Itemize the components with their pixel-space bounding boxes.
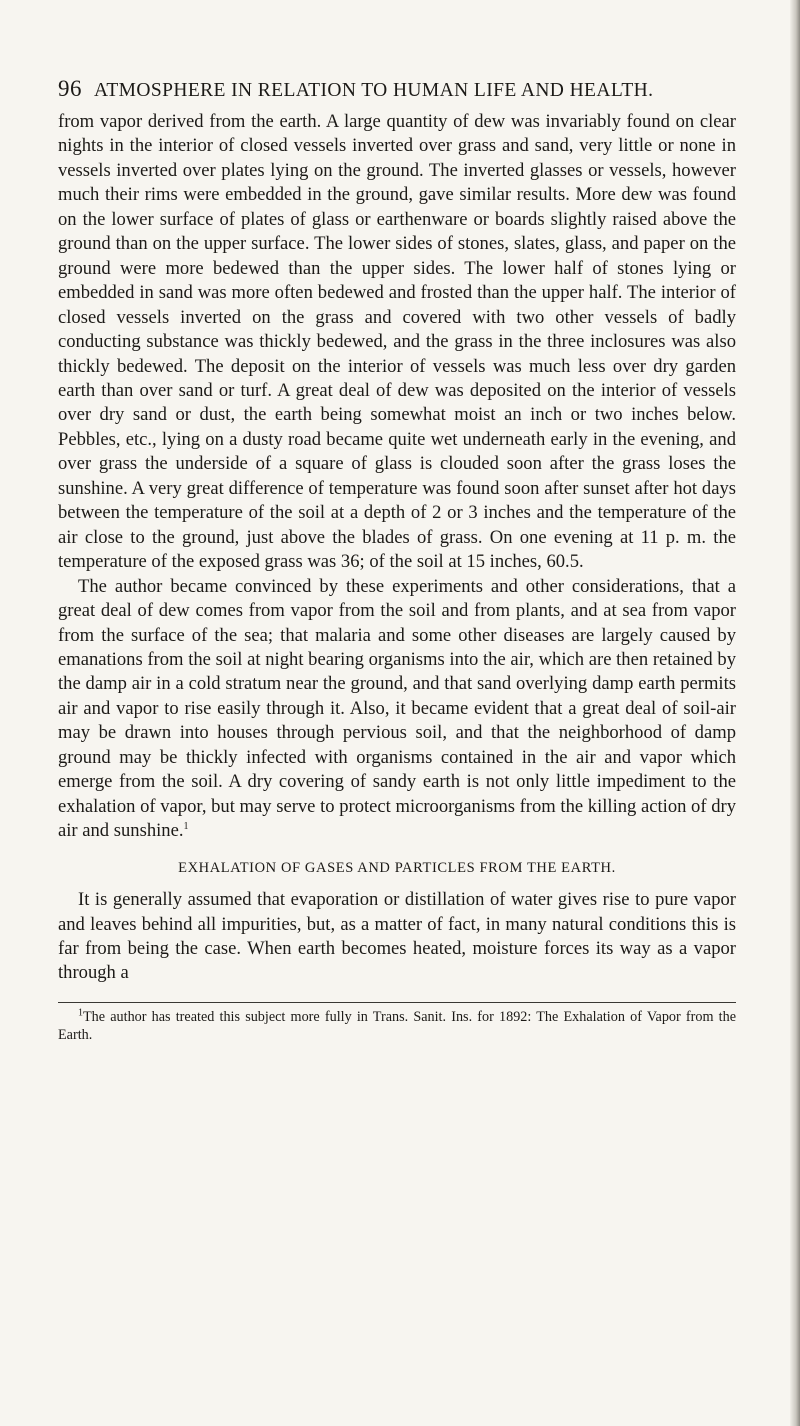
- book-page: [58, 76, 736, 1044]
- footnote-divider: [58, 1002, 736, 1003]
- running-title: ATMOSPHERE IN RELATION TO HUMAN LIFE AND HEALTH.: [94, 80, 654, 101]
- paragraph-exhalation: It is generally assumed that evaporation or distillation of water gives rise to pure vapor and leaves behind all impurities, but, as a matter of fact, in many natural conditions this is far from being the case. When earth becomes heated, moisture forces its way as a vapor through a: [58, 889, 736, 984]
- page-edge-shadow: [790, 0, 800, 1426]
- body-text: [58, 110, 736, 986]
- running-header: [58, 76, 736, 104]
- paragraph-continued: from vapor derived from the earth. A large quantity of dew was invariably found on clear nights in the interior of closed vessels inverted over grass and sand, very little or none in vessels inverted over plates lying on the ground. The inverted glasses or vessels, however much their rims were embedded in the ground, gave similar results. More dew was found on the lower surface of plates of glass or earthenware or boards slightly raised above the ground than on the upper surface. The lower sides of stones, slates, glass, and paper on the ground were more bedewed than the upper sides. The lower half of stones lying or embedded in sand was more often bedewed and frosted than the upper half. The interior of closed vessels inverted on the grass and covered with two other vessels of badly conducting substance was thickly bedewed, and the grass in the three inclosures was also thickly bedewed. The deposit on the interior of vessels was much less over dry garden earth than over sand or turf. A great deal of dew was deposited on the interior of vessels over dry sand or dust, the earth being somewhat moist an inch or two inches below. Pebbles, etc., lying on a dusty road became quite wet underneath early in the evening, and over grass the underside of a square of glass is clouded soon after the grass loses the sunshine. A very great difference of temperature was found soon after sunset after hot days between the temperature of the soil at a depth of 2 or 3 inches and the temperature of the air close to the ground, just above the blades of grass. On one evening at 11 p. m. the temperature of the exposed grass was 36; of the soil at 15 inches, 60.5.: [58, 111, 736, 573]
- page-number: 96: [58, 76, 82, 101]
- section-heading: EXHALATION OF GASES AND PARTICLES FROM THE EARTH.: [178, 859, 616, 876]
- paragraph-text: The author became convinced by these experiments and other considerations, that a great deal of dew comes from vapor from the soil and from plants, and at sea from vapor from the surface of the sea; that malaria and some other diseases are largely caused by emanations from the soil at night bearing organisms into the air, which are then retained by the damp air in a cold stratum near the ground, and that sand overlying damp earth permits air and vapor to rise easily through it. Also, it became evident that a great deal of soil-air may be drawn into houses through pervious soil, and that the neighborhood of damp ground may be thickly infected with organisms contained in the air and vapor which emerge from the soil. A dry covering of sandy earth is not only little impediment to the exhalation of vapor, but may serve to protect microorganisms from the killing action of dry air and sunshine.: [58, 575, 736, 842]
- footnote-text: The author has treated this subject more fully in Trans. Sanit. Ins. for 1892: The Exhalation of Vapor from the Earth.: [58, 1008, 736, 1043]
- footnote-number: 1: [78, 1007, 83, 1019]
- footnote-marker: 1: [183, 820, 189, 832]
- paragraph-author-conclusion: [58, 575, 736, 844]
- footnote: [58, 1008, 736, 1044]
